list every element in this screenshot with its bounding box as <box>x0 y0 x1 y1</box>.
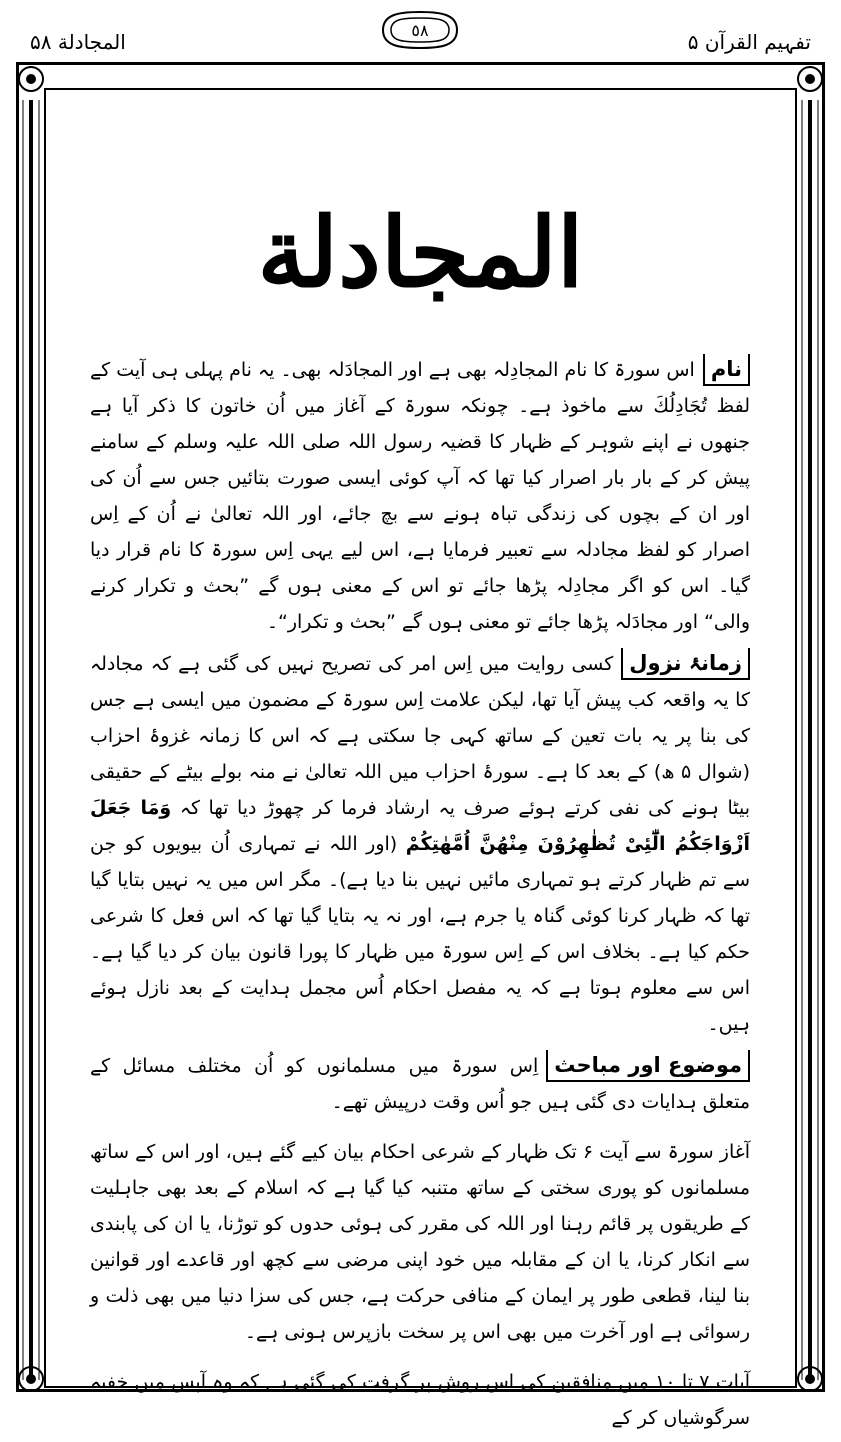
section-text: (اور اللہ نے تمہاری اُن بیویوں کو جن سے تم ظہار کرتے ہو تمہاری مائیں نہیں بنا دیا ہے)۔ مگر اس میں یہ نہیں بتایا گیا تھا کہ ظہار کرنا کوئی گناہ یا جرم ہے، اور نہ یہ بتایا گیا تھا کہ اس فعل کا شرعی حکم کیا ہے۔ بخلاف اس کے اِس سورۃ میں ظہار کا پورا قانون بیان کر دیا گیا ہے۔ اس سے معلوم ہوتا ہے کہ یہ مفصل احکام اُس مجمل ہدایت کے بعد نازل ہوئے ہیں۔ <box>90 833 750 1035</box>
section-heading: زمانۂ نزول <box>621 648 750 680</box>
section-text: آیات ۷ تا ۱۰ میں منافقین کی اِس روش پر گرفت کی گئی ہے کہ وہ آپس میں خفیہ سرگوشیاں کر کے <box>90 1371 750 1429</box>
quran-quote: وَمَا جَعَلَ اَزْوَاجَكُمُ الّٰٓئِىْ تُظٰهِرُوْنَ مِنْهُنَّ اُمَّهٰتِكُمْ <box>90 797 750 855</box>
paragraph <box>90 1364 750 1436</box>
book-title: تفہیم القرآن ۵ <box>687 30 811 54</box>
section-heading: موضوع اور مباحث <box>546 1050 750 1082</box>
paragraph <box>90 1134 750 1350</box>
ornament-text: ٥٨ <box>411 21 429 40</box>
section-name <box>90 352 750 640</box>
section-revelation-period <box>90 646 750 1042</box>
section-text: آغاز سورۃ سے آیت ۶ تک ظہار کے شرعی احکام بیان کیے گئے ہیں، اور اس کے ساتھ مسلمانوں کو پوری سختی کے ساتھ متنبہ کیا گیا ہے کہ اسلام کے بعد بھی جاہلیت کے طریقوں پر قائم رہنا اور اللہ کی مقرر کی ہوئی حدوں کو توڑنا، یا ان کی پابندی سے انکار کرنا، یا ان کے مقابلہ میں خود اپنی مرضی سے کچھ اور قاعدے اور قوانین بنا لینا، قطعی طور پر ایمان کے منافی حرکت ہے، جس کی سزا دنیا میں بھی ذلت و رسوائی ہے اور آخرت میں بھی اس پر سخت بازپرس ہونی ہے۔ <box>90 1141 750 1343</box>
section-text: کسی روایت میں اِس امر کی تصریح نہیں کی گئی ہے کہ مجادلہ کا یہ واقعہ کب پیش آیا تھا، لیکن علامت اِس سورۃ کے مضمون میں ایسی ہے جس کی بنا پر یہ بات تعین کے ساتھ کہی جا سکتی ہے کہ اس کا زمانہ غزوۂ احزاب (شوال ۵ ھ) کے بعد کا ہے۔ سورۂ احزاب میں اللہ تعالیٰ نے منہ بولے بیٹے کے حقیقی بیٹا ہونے کی نفی کرتے ہوئے صرف یہ ارشاد فرما کر چھوڑ دیا تھا کہ <box>90 653 751 819</box>
corner-ornament-icon <box>793 1362 827 1396</box>
surah-page-label: المجادلة ۵۸ <box>30 30 126 54</box>
section-text: اس سورۃ کا نام المجادِلہ بھی ہے اور المجادَلہ بھی۔ یہ نام پہلی ہی آیت کے لفظ تُجَادِلُكَ سے ماخوذ ہے۔ چونکہ سورۃ کے آغاز میں اُن خاتون کا ذکر آیا ہے جنھوں نے اپنے شوہر کے ظہار کا قضیہ رسول اللہ صلی اللہ علیہ وسلم کے سامنے پیش کر کے بار بار اصرار کیا تھا کہ آپ کوئی ایسی صورت بتائیں جس سے اُن کی اور ان کے بچوں کی زندگی تباہ ہونے سے بچ جائے، اور اللہ تعالیٰ نے اُن کے اِس اصرار کو لفظ مجادلہ سے تعبیر فرمایا ہے، اس لیے یہی اِس سورۃ کا نام قرار دیا گیا۔ اس کو اگر مجادِلہ پڑھا جائے تو اس کے معنی ہوں گے ”بحث و تکرار کرنے والی“ اور مجادَلہ پڑھا جائے تو معنی ہوں گے ”بحث و تکرار“۔ <box>90 359 750 633</box>
corner-ornament-icon <box>14 1362 48 1396</box>
corner-ornament-icon <box>793 62 827 96</box>
section-heading: نام <box>703 354 750 386</box>
section-text: اِس سورۃ میں مسلمانوں کو اُن مختلف مسائل کے متعلق ہدایات دی گئی ہیں جو اُس وقت درپیش تھے۔ <box>90 1055 750 1113</box>
page-number-ornament <box>375 8 465 52</box>
page-content <box>90 352 750 1442</box>
section-topics <box>90 1048 750 1120</box>
page-header <box>0 0 841 70</box>
corner-ornament-icon <box>14 62 48 96</box>
surah-title: المجادلة <box>257 196 584 309</box>
